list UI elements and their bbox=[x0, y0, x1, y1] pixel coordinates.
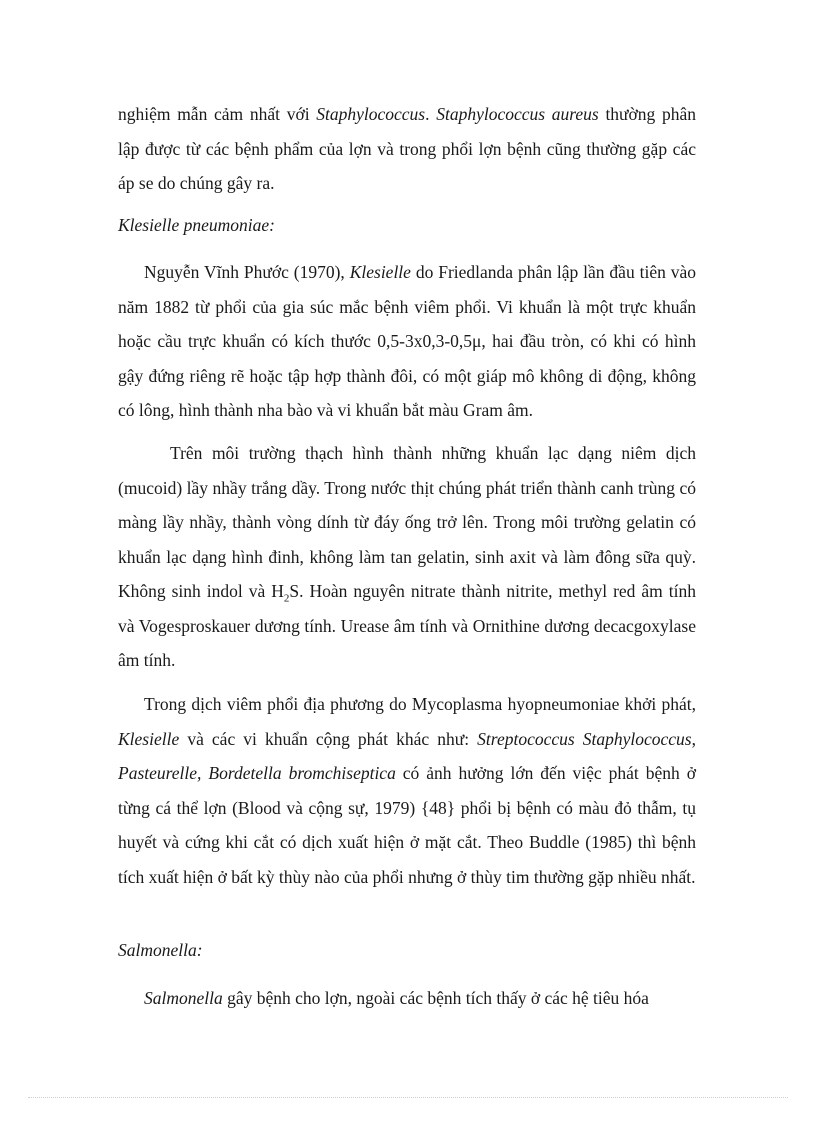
text-run: Nguyễn Vĩnh Phước (1970), bbox=[144, 262, 350, 282]
text-run: , bbox=[691, 728, 696, 749]
subscript: 2 bbox=[283, 592, 290, 605]
italic-term: Klesielle bbox=[349, 262, 411, 282]
italic-term: Streptococcus Staphylococcus bbox=[477, 728, 692, 749]
paragraph-klebsiella-intro bbox=[118, 255, 696, 428]
text-run: có ảnh hưởng lớn đến việc phát bệnh ở từng cá thể lợn (Blood và cộng sự, 1979) {48} phổi bị bệnh có màu đỏ thẫm, tụ huyết và cứng khi cắt có dịch xuất hiện ở mặt cắt. Theo Buddle (1985) thì bệnh tích xuất hiện ở bất kỳ thùy nào của phổi nhưng ở thùy tim thường gặp nhiều nhất. bbox=[118, 763, 696, 887]
italic-term: Salmonella bbox=[144, 988, 223, 1008]
italic-term: Pasteurelle, Bordetella bromchiseptica bbox=[118, 763, 396, 783]
paragraph-pneumonia bbox=[118, 687, 696, 894]
heading-salmonella: Salmonella: bbox=[118, 940, 203, 960]
heading-klebsiella: Klesielle pneumoniae: bbox=[118, 215, 275, 235]
italic-term: Staphylococcus aureus bbox=[436, 104, 599, 124]
paragraph-staphylococcus bbox=[118, 97, 696, 201]
italic-term: Staphylococcus bbox=[316, 104, 426, 124]
text-run: . bbox=[425, 104, 437, 124]
text-run: nghiệm mẫn cảm nhất với bbox=[118, 104, 317, 124]
text-run: S. Hoàn nguyên nitrate thành nitrite, methyl red âm tính và Vogesproskauer dương tính. Urease âm tính và Ornithine dương decacgoxylase âm tính. bbox=[118, 581, 696, 670]
text-run: Trong dịch viêm phổi địa phương do Mycoplasma hyopneumoniae khởi phát, bbox=[144, 694, 696, 714]
text-run: Trên môi trường thạch hình thành những khuẩn lạc dạng niêm dịch (mucoid) lầy nhầy trắng dầy. Trong nước thịt chúng phát triển thành canh trùng có màng lầy nhầy, thành vòng dính từ đáy ống trở lên. Trong môi trường gelatin có khuẩn lạc dạng hình đinh, không làm tan gelatin, sinh axit và làm đông sữa quỳ. Không sinh indol và H bbox=[118, 443, 696, 601]
text-run: thường phân lập được từ các bệnh phẩm của lợn và trong phổi lợn bệnh cũng thường gặp các áp se do chúng gây ra. bbox=[118, 104, 697, 193]
paragraph-klebsiella-culture bbox=[118, 436, 696, 678]
text-run: gây bệnh cho lợn, ngoài các bệnh tích thấy ở các hệ tiêu hóa bbox=[222, 988, 649, 1008]
footer-divider bbox=[28, 1097, 788, 1098]
italic-term: Klesielle bbox=[118, 728, 180, 749]
text-run: và các vi khuẩn cộng phát khác như: bbox=[179, 728, 478, 749]
text-run: do Friedlanda phân lập lần đầu tiên vào năm 1882 từ phổi của gia súc mắc bệnh viêm phổi. Vi khuẩn là một trực khuẩn hoặc cầu trực khuẩn có kích thước 0,5-3x0,3-0,5μ, hai đầu tròn, có khi có hình gậy đứng riêng rẽ hoặc tập hợp thành đôi, có một giáp mô không di động, không có lông, hình thành nha bào và vi khuẩn bắt màu Gram âm. bbox=[118, 262, 697, 420]
paragraph-salmonella bbox=[118, 981, 696, 1016]
